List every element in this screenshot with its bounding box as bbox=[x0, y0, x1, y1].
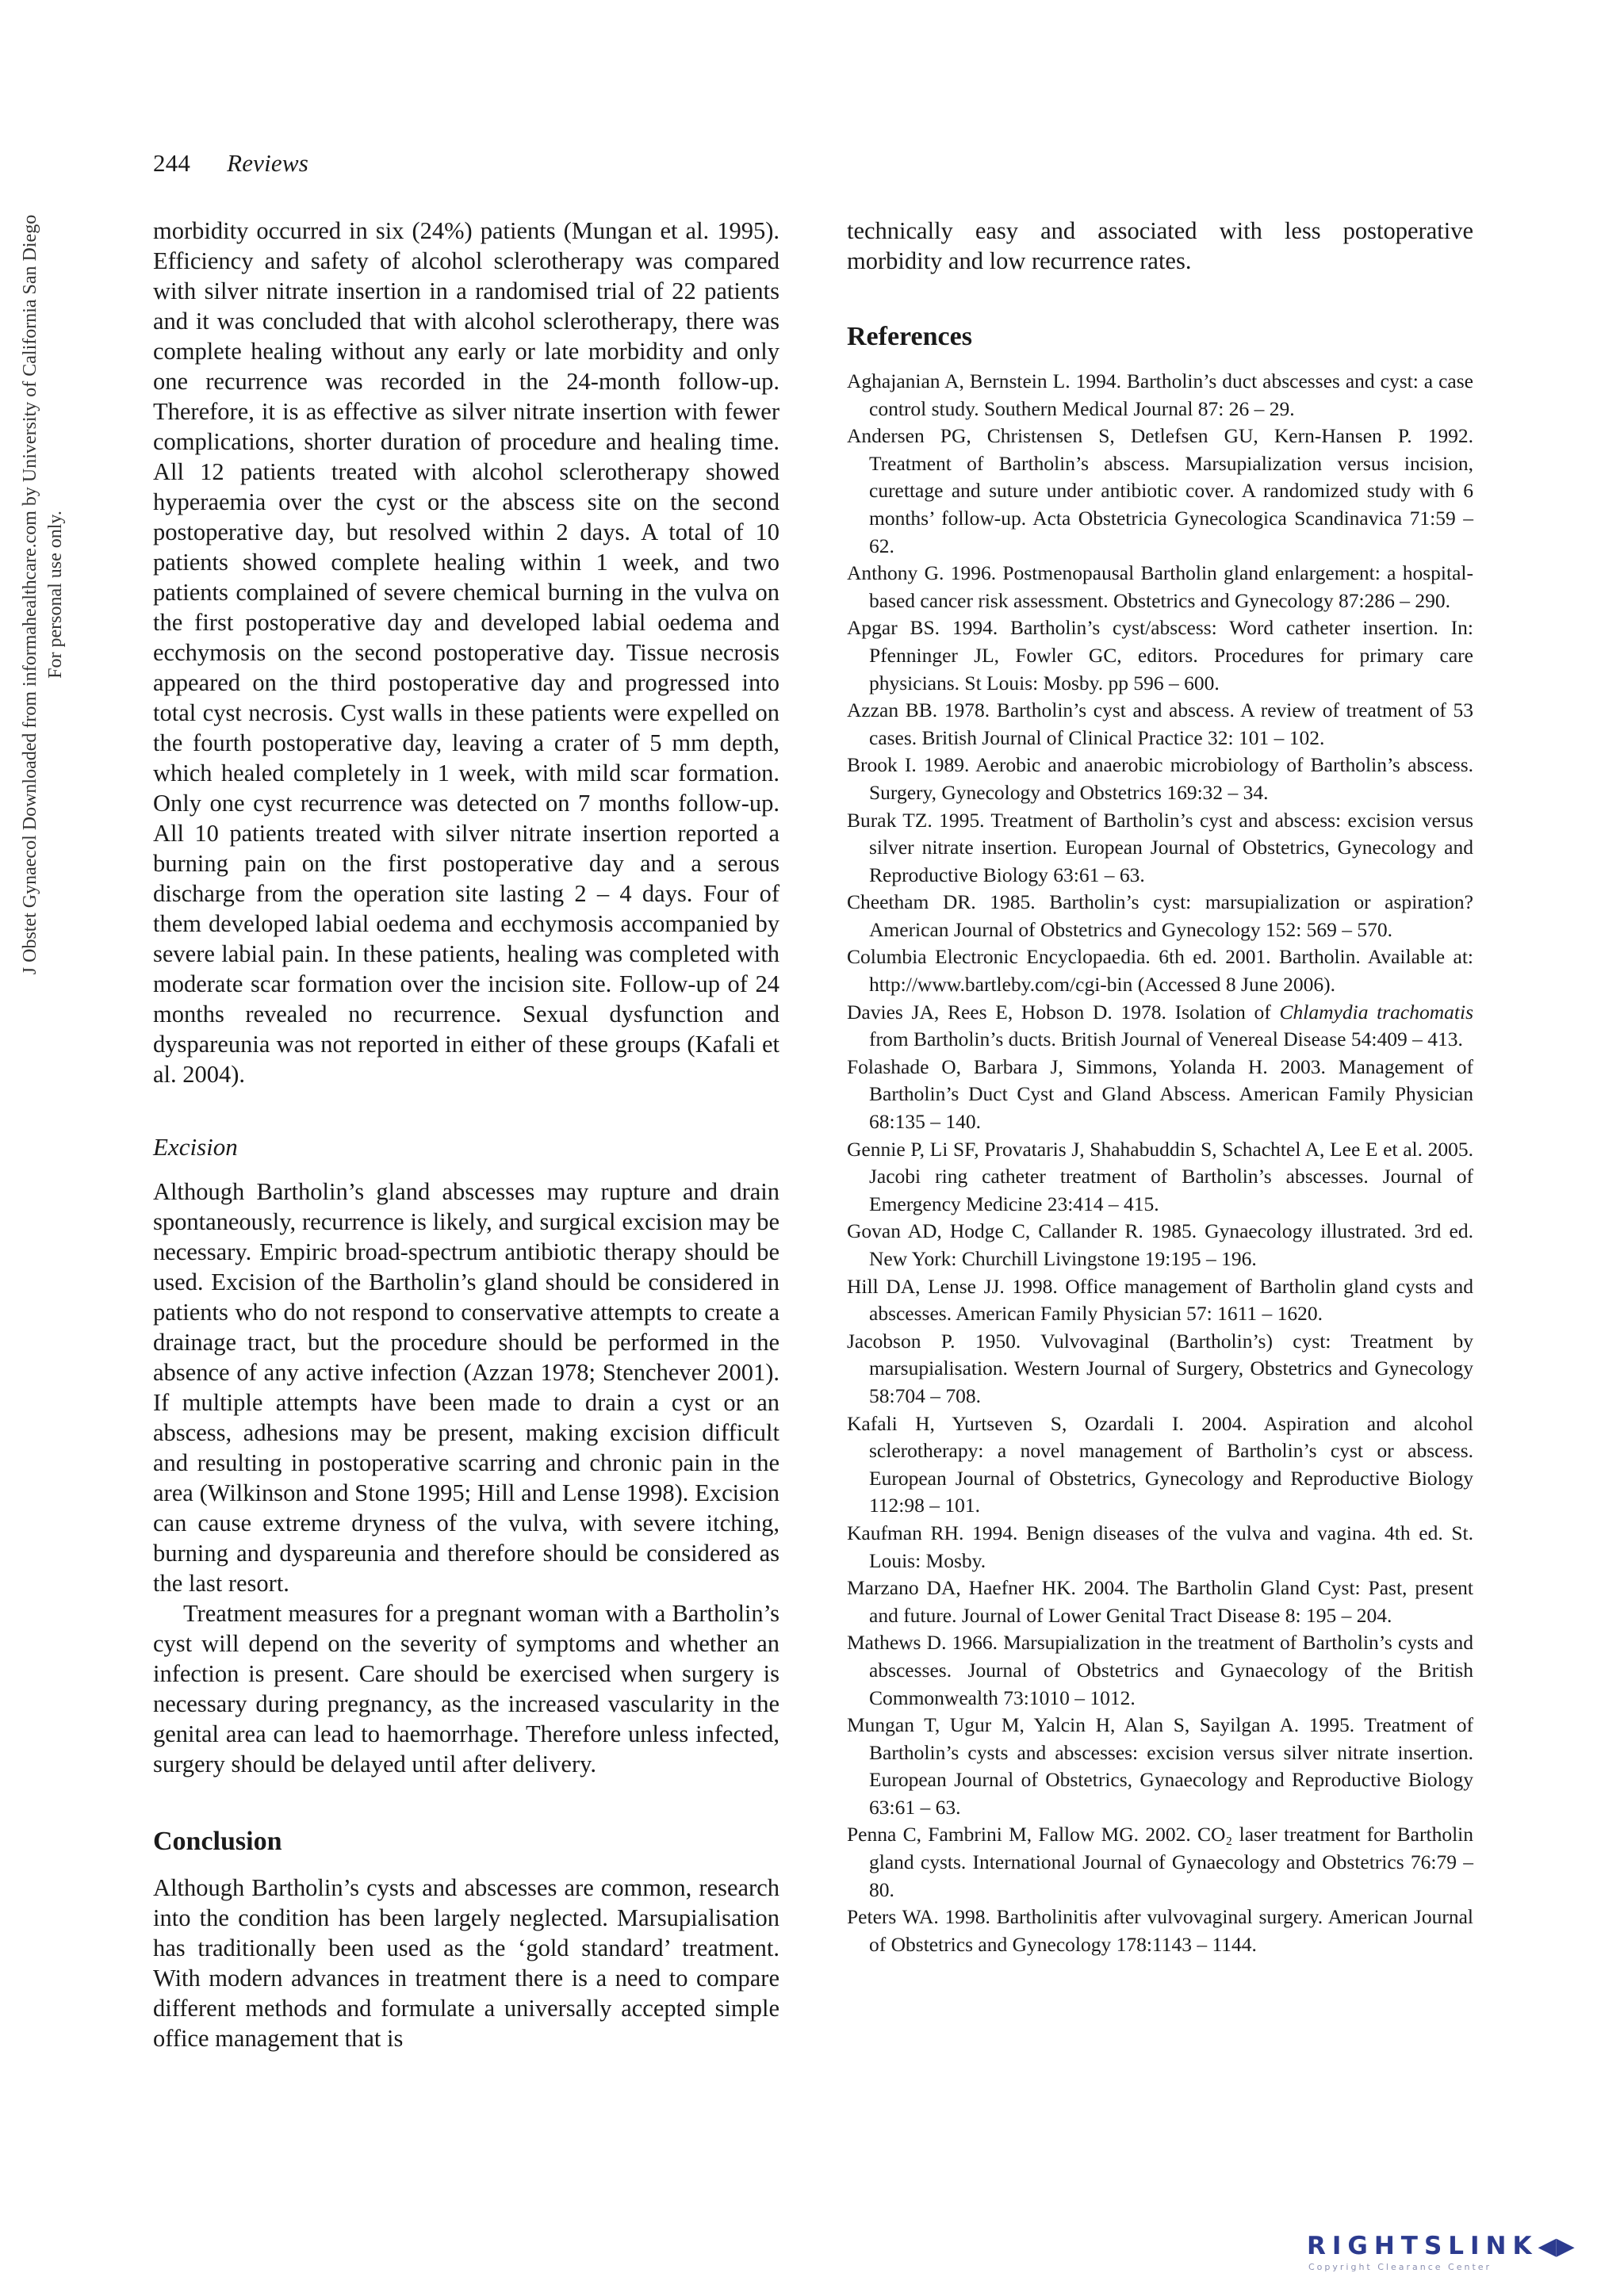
reference-item: Columbia Electronic Encyclopaedia. 6th ed. 2001. Bartholin. Available at: http://www.bartleby.com/cgi-bin (Accessed 8 June 2006). bbox=[847, 945, 1473, 997]
reference-text: from Bartholin’s ducts. British Journal of Venereal Disease 54:409 – 413. bbox=[869, 1027, 1463, 1051]
references-list bbox=[847, 368, 1473, 1958]
reference-item: Mungan T, Ugur M, Yalcin H, Alan S, Sayilgan A. 1995. Treatment of Bartholin’s cysts and abscesses: excision versus silver nitrate insertion. European Journal of Obstetrics, Gynaecology and Reproductive Biology 63:61 – 63. bbox=[847, 1713, 1473, 1819]
side-note-line-1: J Obstet Gynaecol Downloaded from informahealthcare.com by University of California San Diego bbox=[20, 214, 40, 975]
reference-item: Azzan BB. 1978. Bartholin’s cyst and abscess. A review of treatment of 53 cases. British Journal of Clinical Practice 32: 101 – 102. bbox=[847, 698, 1473, 749]
body-paragraph: technically easy and associated with less postoperative morbidity and low recurrence rates. bbox=[847, 217, 1473, 274]
rightslink-arrows-icon: ◀▶ bbox=[1538, 2233, 1575, 2260]
rightslink-tagline: Copyright Clearance Center bbox=[1308, 2262, 1492, 2272]
references-heading: References bbox=[847, 322, 972, 351]
body-paragraph: Although Bartholin’s cysts and abscesses are common, research into the condition has been largely neglected. Marsupialisation has traditionally been used as the ‘gold standard’ treatment. With modern advances in treatment there is a need to compare different methods and formulate a universally accepted simple office management that is bbox=[153, 1874, 779, 2052]
body-paragraph: Although Bartholin’s gland abscesses may rupture and drain spontaneously, recurrence is likely, and surgical excision may be necessary. Empiric broad-spectrum antibiotic therapy should be used. Excision of the Bartholin’s gland should be considered in patients who do not respond to conservative attempts to create a drainage tract, but the procedure should be performed in the absence of any active infection (Azzan 1978; Stenchever 2001). If multiple attempts have been made to drain a cyst or an abscess, adhesions may be present, making excision difficult and resulting in postoperative scarring and chronic pain in the area (Wilkinson and Stone 1995; Hill and Lense 1998). Excision can cause extreme dryness of the vulva, with severe itching, burning and dyspareunia and therefore should be considered as the last resort. bbox=[153, 1178, 779, 1597]
reference-item: Cheetham DR. 1985. Bartholin’s cyst: marsupialization or aspiration? American Journal of Obstetrics and Gynecology 152: 569 – 570. bbox=[847, 890, 1473, 941]
reference-item: Gennie P, Li SF, Provataris J, Shahabuddin S, Schachtel A, Lee E et al. 2005. Jacobi ring catheter treatment of Bartholin’s abscesses. Journal of Emergency Medicine 23:414 – 415. bbox=[847, 1137, 1473, 1215]
reference-item: Burak TZ. 1995. Treatment of Bartholin’s cyst and abscess: excision versus silver nitrate insertion. European Journal of Obstetrics, Gynecology and Reproductive Biology 63:61 – 63. bbox=[847, 808, 1473, 886]
side-note-line-2: For personal use only. bbox=[45, 511, 66, 679]
excision-heading: Excision bbox=[153, 1133, 238, 1161]
reference-item: Penna C, Fambrini M, Fallow MG. 2002. CO₂ laser treatment for Bartholin gland cysts. International Journal of Gynaecology and Obstetrics 76:79 – 80. bbox=[847, 1823, 1473, 1901]
reference-item: Marzano DA, Haefner HK. 2004. The Bartholin Gland Cyst: Past, present and future. Journal of Lower Genital Tract Disease 8: 195 – 204. bbox=[847, 1576, 1473, 1627]
reference-item: Apgar BS. 1994. Bartholin’s cyst/abscess: Word catheter insertion. In: Pfenninger JL, Fowler GC, editors. Procedures for primary care physicians. St Louis: Mosby. pp 596 – 600. bbox=[847, 616, 1473, 695]
reference-item: Folashade O, Barbara J, Simmons, Yolanda H. 2003. Management of Bartholin’s Duct Cyst and Gland Abscess. American Family Physician 68:135 – 140. bbox=[847, 1054, 1473, 1134]
reference-species-name: Chlamydia trachomatis bbox=[1279, 1000, 1473, 1024]
reference-item: Andersen PG, Christensen S, Detlefsen GU, Kern-Hansen P. 1992. Treatment of Bartholin’s abscess. Marsupialization versus incision, curettage and suture under antibiotic cover. A randomized study with 6 months’ follow-up. Acta Obstetricia Gynecologica Scandinavica 71:59 – 62. bbox=[847, 424, 1473, 557]
reference-item: Mathews D. 1966. Marsupialization in the treatment of Bartholin’s cysts and abscesses. Journal of Obstetrics and Gynaecology of the British Commonwealth 73:1010 – 1012. bbox=[847, 1631, 1473, 1709]
reference-item: Kafali H, Yurtseven S, Ozardali I. 2004. Aspiration and alcohol sclerotherapy: a novel management of Bartholin’s cyst or abscess. European Journal of Obstetrics, Gynecology and Reproductive Biology 112:98 – 101. bbox=[847, 1411, 1473, 1517]
reference-item: Peters WA. 1998. Bartholinitis after vulvovaginal surgery. American Journal of Obstetrics and Gynecology 178:1143 – 1144. bbox=[847, 1905, 1473, 1956]
reference-item: Govan AD, Hodge C, Callander R. 1985. Gynaecology illustrated. 3rd ed. New York: Churchill Livingstone 19:195 – 196. bbox=[847, 1219, 1473, 1270]
page-number: 244 bbox=[153, 149, 191, 177]
rightslink-wordmark: RIGHTSLINK bbox=[1307, 2232, 1538, 2260]
reference-item: Aghajanian A, Bernstein L. 1994. Bartholin’s duct abscesses and cyst: a case control study. Southern Medical Journal 87: 26 – 29. bbox=[847, 369, 1473, 420]
reference-item: Jacobson P. 1950. Vulvovaginal (Bartholin’s) cyst: Treatment by marsupialisation. Western Journal of Surgery, Obstetrics and Gynecology 58:704 – 708. bbox=[847, 1329, 1473, 1407]
running-head bbox=[153, 149, 308, 178]
section-title: Reviews bbox=[227, 149, 309, 177]
conclusion-heading: Conclusion bbox=[153, 1827, 282, 1856]
reference-item: Anthony G. 1996. Postmenopausal Bartholin gland enlargement: a hospital-based cancer risk assessment. Obstetrics and Gynecology 87:286 – 290. bbox=[847, 561, 1473, 612]
side-download-note bbox=[17, 159, 89, 1031]
reference-item: Brook I. 1989. Aerobic and anaerobic microbiology of Bartholin’s abscess. Surgery, Gynecology and Obstetrics 169:32 – 34. bbox=[847, 753, 1473, 804]
rightslink-logo bbox=[1307, 2232, 1575, 2272]
reference-item: Hill DA, Lense JJ. 1998. Office management of Bartholin gland cysts and abscesses. American Family Physician 57: 1611 – 1620. bbox=[847, 1274, 1473, 1326]
reference-item: Kaufman RH. 1994. Benign diseases of the vulva and vagina. 4th ed. St. Louis: Mosby. bbox=[847, 1521, 1473, 1572]
right-column bbox=[847, 216, 1473, 1958]
left-column bbox=[153, 216, 779, 2053]
body-paragraph: Treatment measures for a pregnant woman with a Bartholin’s cyst will depend on the severity of symptoms and whether an infection is present. Care should be exercised when surgery is necessary during pregnancy, as the increased vascularity in the genital area can lead to haemorrhage. Therefore unless infected, surgery should be delayed until after delivery. bbox=[153, 1600, 779, 1777]
body-paragraph: morbidity occurred in six (24%) patients (Mungan et al. 1995). Efficiency and safety of alcohol sclerotherapy was compared with silver nitrate insertion in a randomised trial of 22 patients and it was concluded that with alcohol sclerotherapy, there was complete healing without any early or late morbidity and only one recurrence was recorded in the 24-month follow-up. Therefore, it is as effective as silver nitrate insertion with fewer complications, shorter duration of procedure and healing time. All 12 patients treated with alcohol sclerotherapy showed hyperaemia over the cyst or the abscess site on the second postoperative day, but resolved within 2 days. A total of 10 patients showed complete healing within 1 week, and two patients complained of severe chemical burning in the vulva on the first postoperative day and developed labial oedema and ecchymosis on the second postoperative day. Tissue necrosis appeared on the third postoperative day and progressed into total cyst necrosis. Cyst walls in these patients were expelled on the fourth postoperative day, leaving a crater of 5 mm depth, which healed completely in 1 week, with mild scar formation. Only one cyst recurrence was detected on 7 months follow-up. All 10 patients treated with silver nitrate insertion reported a burning pain on the first postoperative day and a serous discharge from the operation site lasting 2 – 4 days. Four of them developed labial oedema and ecchymosis accompanied by severe labial pain. In these patients, healing was completed with moderate scar formation over the incision site. Follow-up of 24 months revealed no recurrence. Sexual dysfunction and dyspareunia was not reported in either of these groups (Kafali et al. 2004). bbox=[153, 217, 779, 1088]
reference-text: Davies JA, Rees E, Hobson D. 1978. Isolation of bbox=[847, 1000, 1280, 1024]
reference-item bbox=[847, 999, 1473, 1054]
